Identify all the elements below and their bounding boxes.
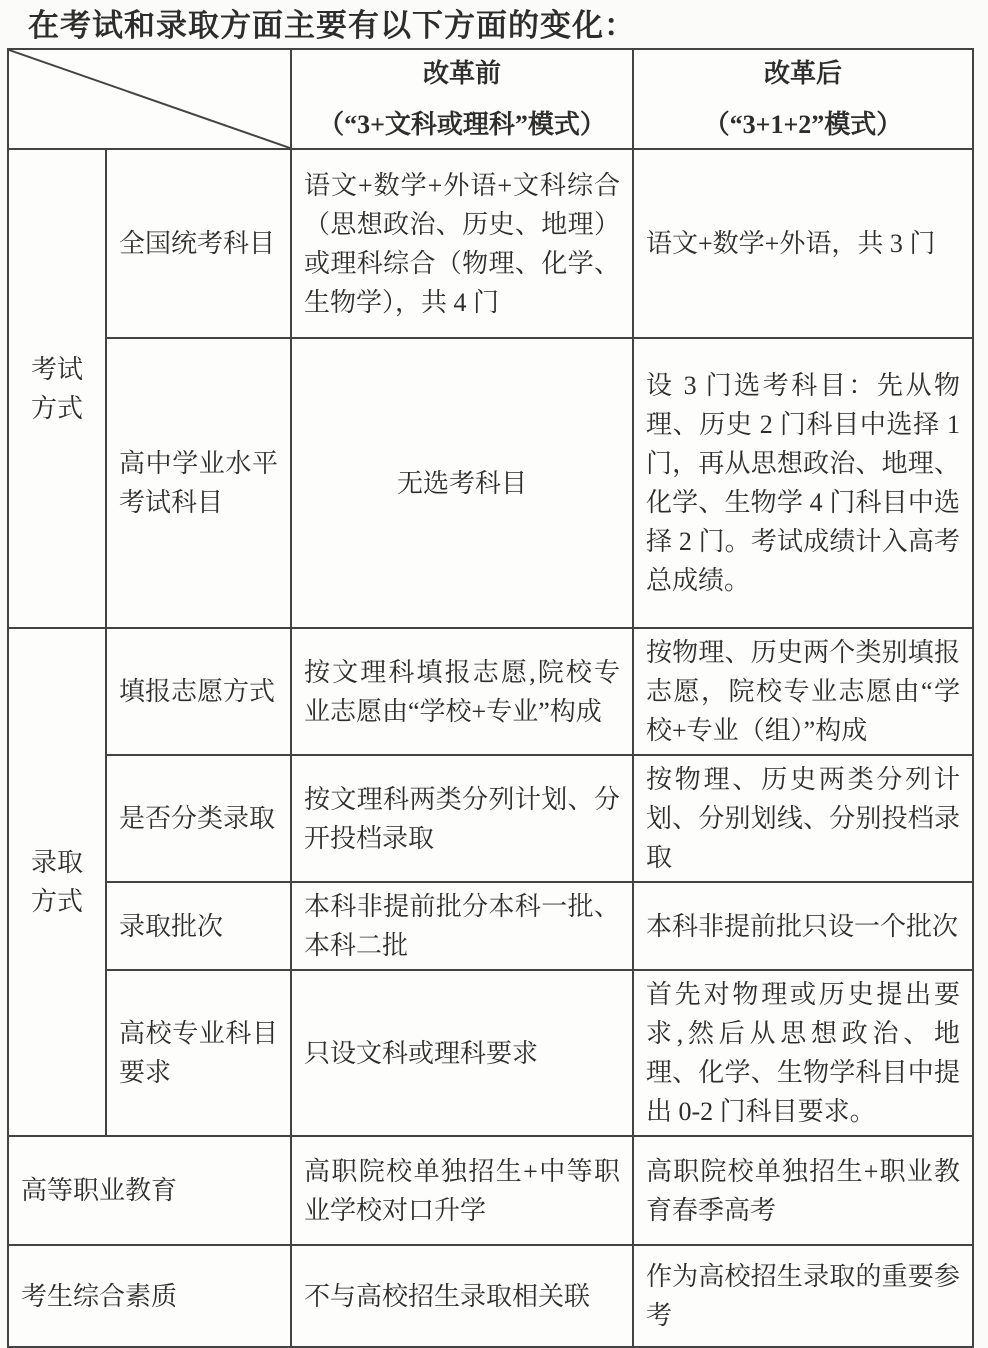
group-admission-method-cell: 录取方式 — [8, 628, 106, 1136]
national-exam-subjects-before: 语文+数学+外语+文科综合（思想政治、历史、地理）或理科综合（物理、化学、生物学），共 4 门 — [291, 149, 633, 338]
diagonal-divider-line — [9, 50, 290, 148]
row-university-subject-requirements — [8, 970, 973, 1136]
row-national-exam-subjects — [8, 149, 973, 338]
header-after-title: 改革后 — [763, 59, 842, 88]
higher-vocational-education-before: 高职院校单独招生+中等职业学校对口升学 — [291, 1136, 633, 1245]
label-categorized-admission: 是否分类录取 — [106, 755, 291, 882]
reform-comparison-table — [7, 48, 974, 1348]
candidate-comprehensive-quality-after: 作为高校招生录取的重要参考 — [633, 1245, 973, 1347]
university-subject-requirements-before: 只设文科或理科要求 — [291, 970, 633, 1136]
application-method-before: 按文理科填报志愿,院校专业志愿由“学校+专业”构成 — [291, 628, 633, 755]
header-after-mode: （“3+1+2”模式） — [703, 110, 903, 139]
admission-batches-after: 本科非提前批只设一个批次 — [633, 882, 973, 970]
label-application-method: 填报志愿方式 — [106, 628, 291, 755]
header-diagonal-cell — [8, 49, 291, 149]
categorized-admission-after: 按物理、历史两类分列计划、分别划线、分别投档录取 — [633, 755, 973, 882]
university-subject-requirements-after: 首先对物理或历史提出要求,然后从思想政治、地理、化学、生物学科目中提出 0-2 门科目要求。 — [633, 970, 973, 1136]
row-admission-batches — [8, 882, 973, 970]
label-university-subject-requirements: 高校专业科目要求 — [106, 970, 291, 1136]
candidate-comprehensive-quality-before: 不与高校招生录取相关联 — [291, 1245, 633, 1347]
label-higher-vocational-education: 高等职业教育 — [8, 1136, 291, 1245]
academic-level-exam-after: 设 3 门选考科目：先从物理、历史 2 门科目中选择 1 门，再从思想政治、地理、化学、生物学 4 门科目中选择 2 门。考试成绩计入高考总成绩。 — [633, 338, 973, 628]
academic-level-exam-before: 无选考科目 — [291, 338, 633, 628]
label-candidate-comprehensive-quality: 考生综合素质 — [8, 1245, 291, 1347]
header-after-reform-cell — [633, 49, 973, 149]
higher-vocational-education-after: 高职院校单独招生+职业教育春季高考 — [633, 1136, 973, 1245]
page-title: 在考试和录取方面主要有以下方面的变化： — [28, 8, 636, 43]
row-candidate-comprehensive-quality — [8, 1245, 973, 1347]
application-method-after: 按物理、历史两个类别填报志愿，院校专业志愿由“学校+专业（组）”构成 — [633, 628, 973, 755]
group-exam-method-cell: 考试方式 — [8, 149, 106, 628]
label-national-exam-subjects: 全国统考科目 — [106, 149, 291, 338]
label-academic-level-exam-subjects: 高中学业水平考试科目 — [106, 338, 291, 628]
row-application-method — [8, 628, 973, 755]
admission-batches-before: 本科非提前批分本科一批、本科二批 — [291, 882, 633, 970]
header-before-title: 改革前 — [422, 59, 501, 88]
label-admission-batches: 录取批次 — [106, 882, 291, 970]
header-before-reform-cell — [291, 49, 633, 149]
row-higher-vocational-education — [8, 1136, 973, 1245]
categorized-admission-before: 按文理科两类分列计划、分开投档录取 — [291, 755, 633, 882]
row-categorized-admission — [8, 755, 973, 882]
header-before-mode: （“3+文科或理科”模式） — [318, 110, 606, 139]
national-exam-subjects-after: 语文+数学+外语，共 3 门 — [633, 149, 973, 338]
header-row — [8, 49, 973, 149]
row-academic-level-exam-subjects — [8, 338, 973, 628]
